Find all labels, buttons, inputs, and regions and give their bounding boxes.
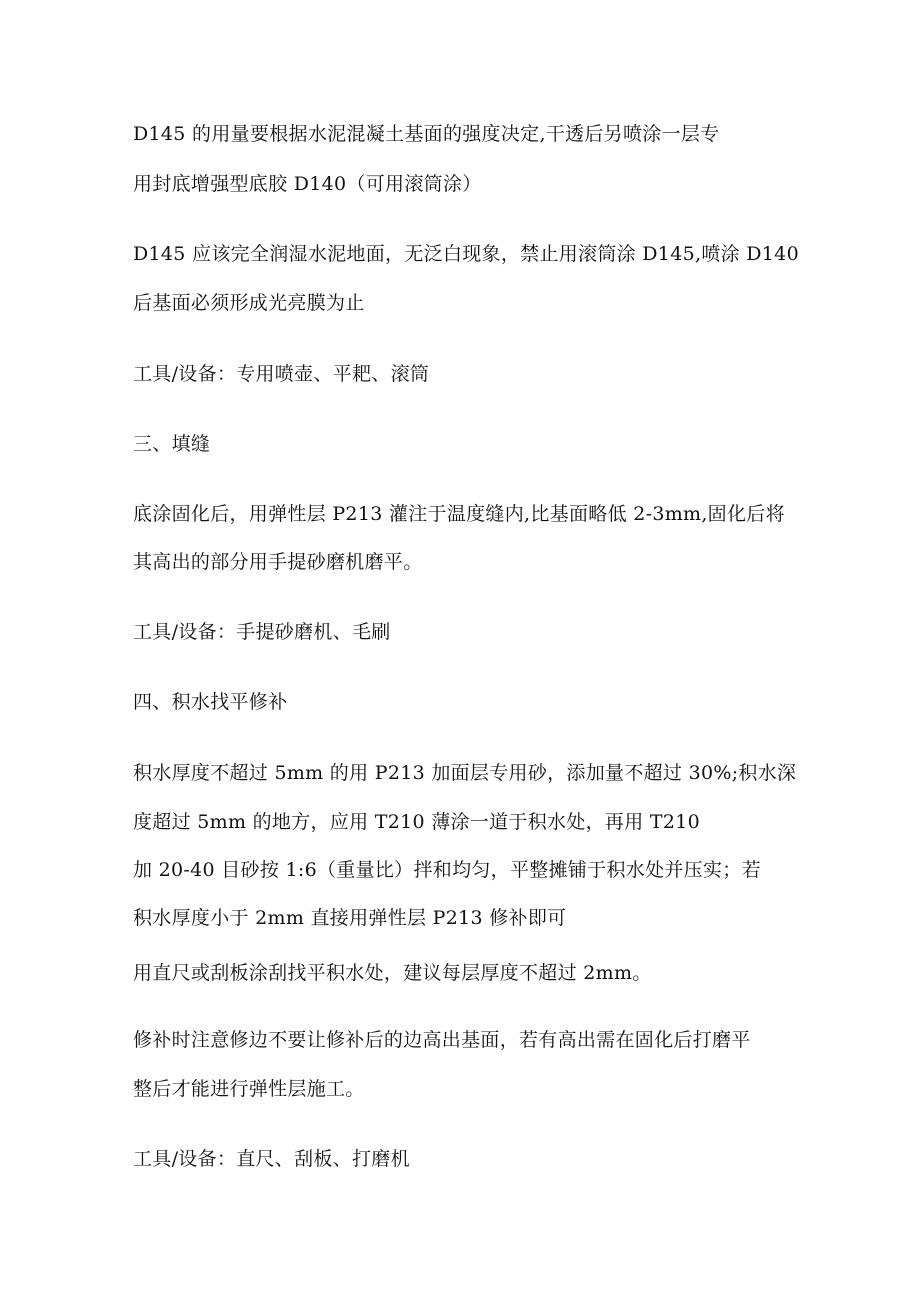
text-line: 其高出的部分用手提砂磨机磨平。 xyxy=(133,551,423,573)
text-line: 积水厚度不超过 5mm 的用 P213 加面层专用砂，添加量不超过 30%;积水深 xyxy=(133,762,797,784)
text-line: 工具/设备：手提砂磨机、毛刷 xyxy=(133,621,391,643)
text-line: 整后才能进行弹性层施工。 xyxy=(133,1078,365,1100)
text-line: 用封底增强型底胶 D140（可用滚筒涂） xyxy=(133,173,482,195)
text-line: D145 应该完全润湿水泥地面，无泛白现象，禁止用滚筒涂 D145,喷涂 D140 xyxy=(133,243,799,265)
section-heading: 四、积水找平修补 xyxy=(133,691,288,713)
text-line: 工具/设备：专用喷壶、平耙、滚筒 xyxy=(133,363,430,385)
section-heading: 三、填缝 xyxy=(133,433,211,455)
text-line: 用直尺或刮板涂刮找平积水处，建议每层厚度不超过 2mm。 xyxy=(133,962,652,984)
text-line: 后基面必须形成光亮膜为止 xyxy=(133,292,365,314)
text-line: 工具/设备：直尺、刮板、打磨机 xyxy=(133,1148,410,1170)
text-line: D145 的用量要根据水泥混凝土基面的强度决定,干透后另喷涂一层专 xyxy=(133,123,720,145)
text-line: 修补时注意修边不要让修补后的边高出基面，若有高出需在固化后打磨平 xyxy=(133,1029,751,1051)
text-line: 加 20-40 目砂按 1:6（重量比）拌和均匀，平整摊铺于积水处并压实；若 xyxy=(133,859,761,881)
text-line: 底涂固化后，用弹性层 P213 灌注于温度缝内,比基面略低 2-3mm,固化后将 xyxy=(133,503,785,525)
text-line: 度超过 5mm 的地方，应用 T210 薄涂一道于积水处，再用 T210 xyxy=(133,811,700,833)
text-line: 积水厚度小于 2mm 直接用弹性层 P213 修补即可 xyxy=(133,907,567,929)
